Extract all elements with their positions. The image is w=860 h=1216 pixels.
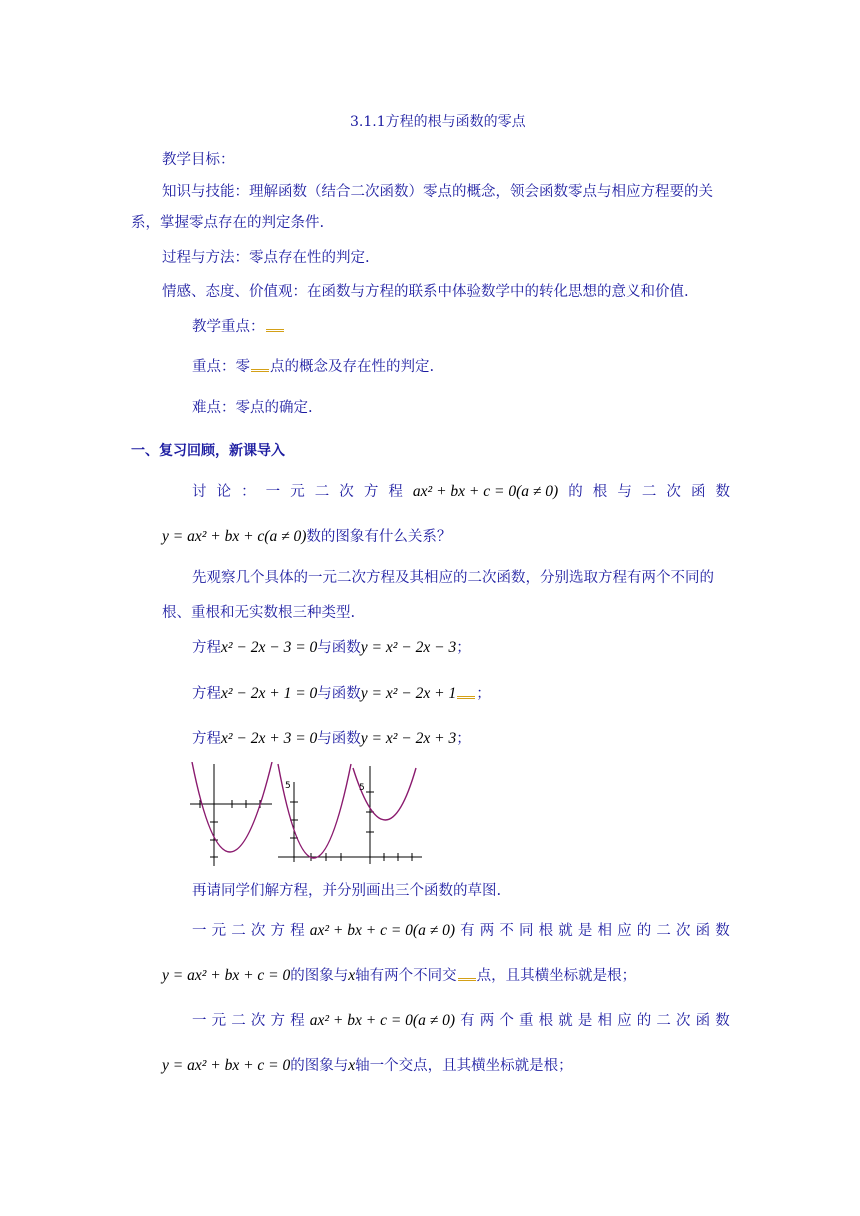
case-char: 次: [676, 923, 691, 939]
graph-2: [278, 764, 366, 862]
eq-prefix: 方程: [192, 686, 221, 702]
equation: x² − 2x + 1 = 0: [221, 685, 318, 702]
case-char: 数: [715, 1013, 730, 1029]
case1-line2-equation: y = ax² + bx + c = 0: [162, 967, 291, 984]
discuss-char: 讨: [192, 484, 207, 500]
case-char: 是: [577, 1013, 593, 1029]
eq-mid: 与函数: [317, 640, 361, 656]
graph-3: [352, 766, 422, 864]
case-char: 就: [558, 923, 573, 939]
case2-text-a: 的图象与: [290, 1058, 349, 1074]
case2-line2: [162, 1056, 573, 1076]
discuss-char: 二: [641, 484, 657, 500]
equation: x² − 2x − 3 = 0: [221, 639, 318, 656]
keypoints-label: 教学重点：: [192, 319, 265, 335]
case1-line2: [162, 966, 636, 986]
case1-text-b: 轴有两个不同交: [355, 968, 457, 984]
case-char: 不: [499, 923, 514, 939]
objective-attitude: 情感、态度、价值观：在函数与方程的联系中体验数学中的转化思想的意义和价值.: [162, 284, 689, 300]
case2-equation: ax² + bx + c = 0(a ≠ 0): [309, 1012, 455, 1029]
discuss-equation: ax² + bx + c = 0(a ≠ 0): [412, 483, 559, 500]
case-char: 两: [479, 923, 495, 939]
discuss-char: 二: [314, 484, 330, 500]
case-char: 程: [290, 923, 305, 939]
discuss-char: 次: [339, 484, 354, 500]
case-char: 同: [519, 923, 534, 939]
discuss-line1: [192, 482, 730, 502]
objective-process: 过程与方法：零点存在性的判定.: [162, 250, 370, 266]
blank-mark: [458, 975, 476, 981]
x-variable: x: [348, 967, 356, 984]
case-char: 有: [460, 1013, 475, 1029]
objective-knowledge-line1: 知识与技能：理解函数（结合二次函数）零点的概念，领会函数零点与相应方程要的关: [162, 184, 713, 200]
case-char: 一: [192, 923, 207, 939]
case-char: 二: [656, 923, 671, 939]
case-char: 元: [211, 1013, 227, 1029]
discuss-char: 根: [592, 484, 608, 500]
case-char: 相: [597, 1013, 612, 1029]
case-char: 有: [460, 923, 475, 939]
solve-prompt: 再请同学们解方程，并分别画出三个函数的草图.: [192, 883, 502, 899]
case-char: 次: [250, 923, 266, 939]
discuss-line2-text: 数的图象有什么关系？: [306, 529, 452, 545]
discuss-char: 数: [715, 484, 730, 500]
case1-text-a: 的图象与: [290, 968, 349, 984]
equation-row-2: [192, 684, 491, 704]
eq-end: ；: [456, 640, 471, 656]
case-char: 程: [290, 1013, 305, 1029]
case-char: 相: [597, 923, 612, 939]
case-char: 是: [577, 923, 593, 939]
objective-knowledge-line2: 系，掌握零点存在的判定条件.: [131, 215, 325, 231]
case1-equation: ax² + bx + c = 0(a ≠ 0): [309, 922, 455, 939]
discuss-line2: [162, 527, 451, 547]
case2-text-b: 轴一个交点，且其横坐标就是根；: [355, 1058, 573, 1074]
case2-line1: [192, 1011, 730, 1031]
case-char: 函: [695, 923, 711, 939]
case-char: 方: [270, 923, 285, 939]
equation-row-3: [192, 729, 471, 749]
graph-2-label: 5: [285, 781, 291, 791]
discuss-char: 函: [690, 484, 706, 500]
case-char: 元: [211, 923, 227, 939]
case-char: 次: [250, 1013, 266, 1029]
case-char: 二: [231, 923, 246, 939]
equation: x² − 2x + 3 = 0: [221, 730, 318, 747]
observe-line2: 根、重根和无实数根三种类型.: [162, 605, 356, 621]
case-char: 的: [636, 923, 652, 939]
case-char: 就: [558, 1013, 573, 1029]
discuss-char: 论: [216, 484, 232, 500]
case-char: 函: [695, 1013, 711, 1029]
case-char: 二: [656, 1013, 671, 1029]
eq-mid: 与函数: [317, 731, 361, 747]
eq-prefix: 方程: [192, 640, 221, 656]
eq-end: ；: [476, 686, 491, 702]
case-char: 次: [676, 1013, 691, 1029]
case-char: 两: [479, 1013, 495, 1029]
case-char: 二: [231, 1013, 246, 1029]
case1-line1: [192, 921, 730, 941]
discuss-char: ：: [241, 484, 256, 500]
case1-text-c: 点，且其横坐标就是根；: [476, 968, 637, 984]
discuss-char: 方: [363, 484, 379, 500]
function: y = x² − 2x + 1: [360, 685, 457, 702]
case-char: 数: [715, 923, 730, 939]
discuss-line2-equation: y = ax² + bx + c(a ≠ 0): [162, 528, 307, 545]
focus-pre: 重点：零: [192, 359, 250, 375]
case-char: 重: [519, 1013, 534, 1029]
focus-post: 点的概念及存在性的判定.: [270, 359, 435, 375]
case-char: 根: [538, 1013, 554, 1029]
blank-mark: [457, 693, 475, 699]
graph-1: [190, 762, 272, 866]
case2-line2-equation: y = ax² + bx + c = 0: [162, 1057, 291, 1074]
blank-mark: [251, 366, 269, 372]
page-title: 3.1.1方程的根与函数的零点: [350, 114, 526, 130]
observe-line1: 先观察几个具体的一元二次方程及其相应的二次函数，分别选取方程有两个不同的: [192, 570, 714, 586]
case-char: 个: [499, 1013, 514, 1029]
case-char: 应: [617, 1013, 632, 1029]
discuss-char: 元: [290, 484, 305, 500]
eq-mid: 与函数: [317, 686, 361, 702]
equation-row-1: [192, 638, 471, 658]
function: y = x² − 2x − 3: [360, 639, 457, 656]
discuss-char: 程: [388, 484, 403, 500]
focus-line: [192, 357, 434, 377]
discuss-char: 的: [568, 484, 583, 500]
objectives-label: 教学目标：: [162, 152, 235, 168]
function: y = x² − 2x + 3: [360, 730, 457, 747]
discuss-char: 与: [617, 484, 632, 500]
section-heading: 一、复习回顾，新课导入: [131, 443, 285, 459]
graph-3-label: 5: [359, 783, 365, 793]
case-char: 方: [270, 1013, 285, 1029]
discuss-char: 一: [265, 484, 281, 500]
parabola-graphs: [186, 762, 426, 872]
blank-mark: [266, 326, 284, 332]
case-char: 根: [538, 923, 554, 939]
case-char: 一: [192, 1013, 207, 1029]
difficulty-line: 难点：零点的确定.: [192, 400, 313, 416]
eq-prefix: 方程: [192, 731, 221, 747]
discuss-char: 次: [666, 484, 681, 500]
case-char: 应: [617, 923, 632, 939]
keypoints-label-line: [192, 317, 285, 337]
eq-end: ；: [456, 731, 471, 747]
case-char: 的: [636, 1013, 652, 1029]
x-variable: x: [348, 1057, 356, 1074]
